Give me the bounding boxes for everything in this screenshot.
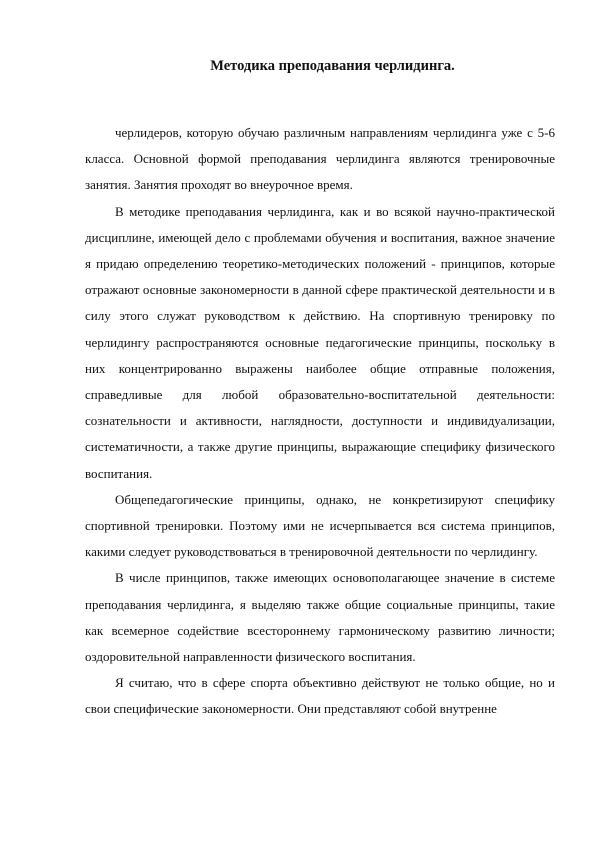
document-title: Методика преподавания черлидинга. [210,58,455,74]
document-body [85,120,555,723]
paragraph-2: В методике преподавания черлидинга, как и во всякой научно-практической дисциплине, имеющей дело с проблемами обучения и воспитания, важное значение я придаю определению теоретико-методических положений - принципов, которые отражают основные закономерности в данной сфере практической деятельности и в силу этого служат руководством к действию. На спортивную тренировку по черлидингу распространяются основные педагогические принципы, поскольку в них концентрированно выражены наиболее общие отправные положения, справедливые для любой образовательно-воспитательной деятельности: сознательности и активности, наглядности, доступности и индивидуализации, систематичности, а также другие принципы, выражающие специфику физического воспитания. [85,203,555,481]
paragraph-3: Общепедагогические принципы, однако, не конкретизируют специфику спортивной тренировки. Поэтому ими не исчерпывается вся система принципов, какими следует руководствоваться в тренировочной деятельности по черлидингу. [85,491,555,560]
paragraph-5: Я считаю, что в сфере спорта объективно действуют не только общие, но и свои специфические закономерности. Они представляют собой внутренне [85,675,555,717]
paragraph-4: В числе принципов, также имеющих основополагающее значение в системе преподавания черлидинга, я выделяю также общие социальные принципы, такие как всемерное содействие всестороннему гармоническому развитию личности; оздоровительной направленности физического воспитания. [85,570,555,665]
paragraph-1: черлидеров, которую обучаю различным направлениям черлидинга уже с 5-6 класса. Основной формой преподавания черлидинга являются тренировочные занятия. Занятия проходят во внеурочное время. [85,125,555,193]
